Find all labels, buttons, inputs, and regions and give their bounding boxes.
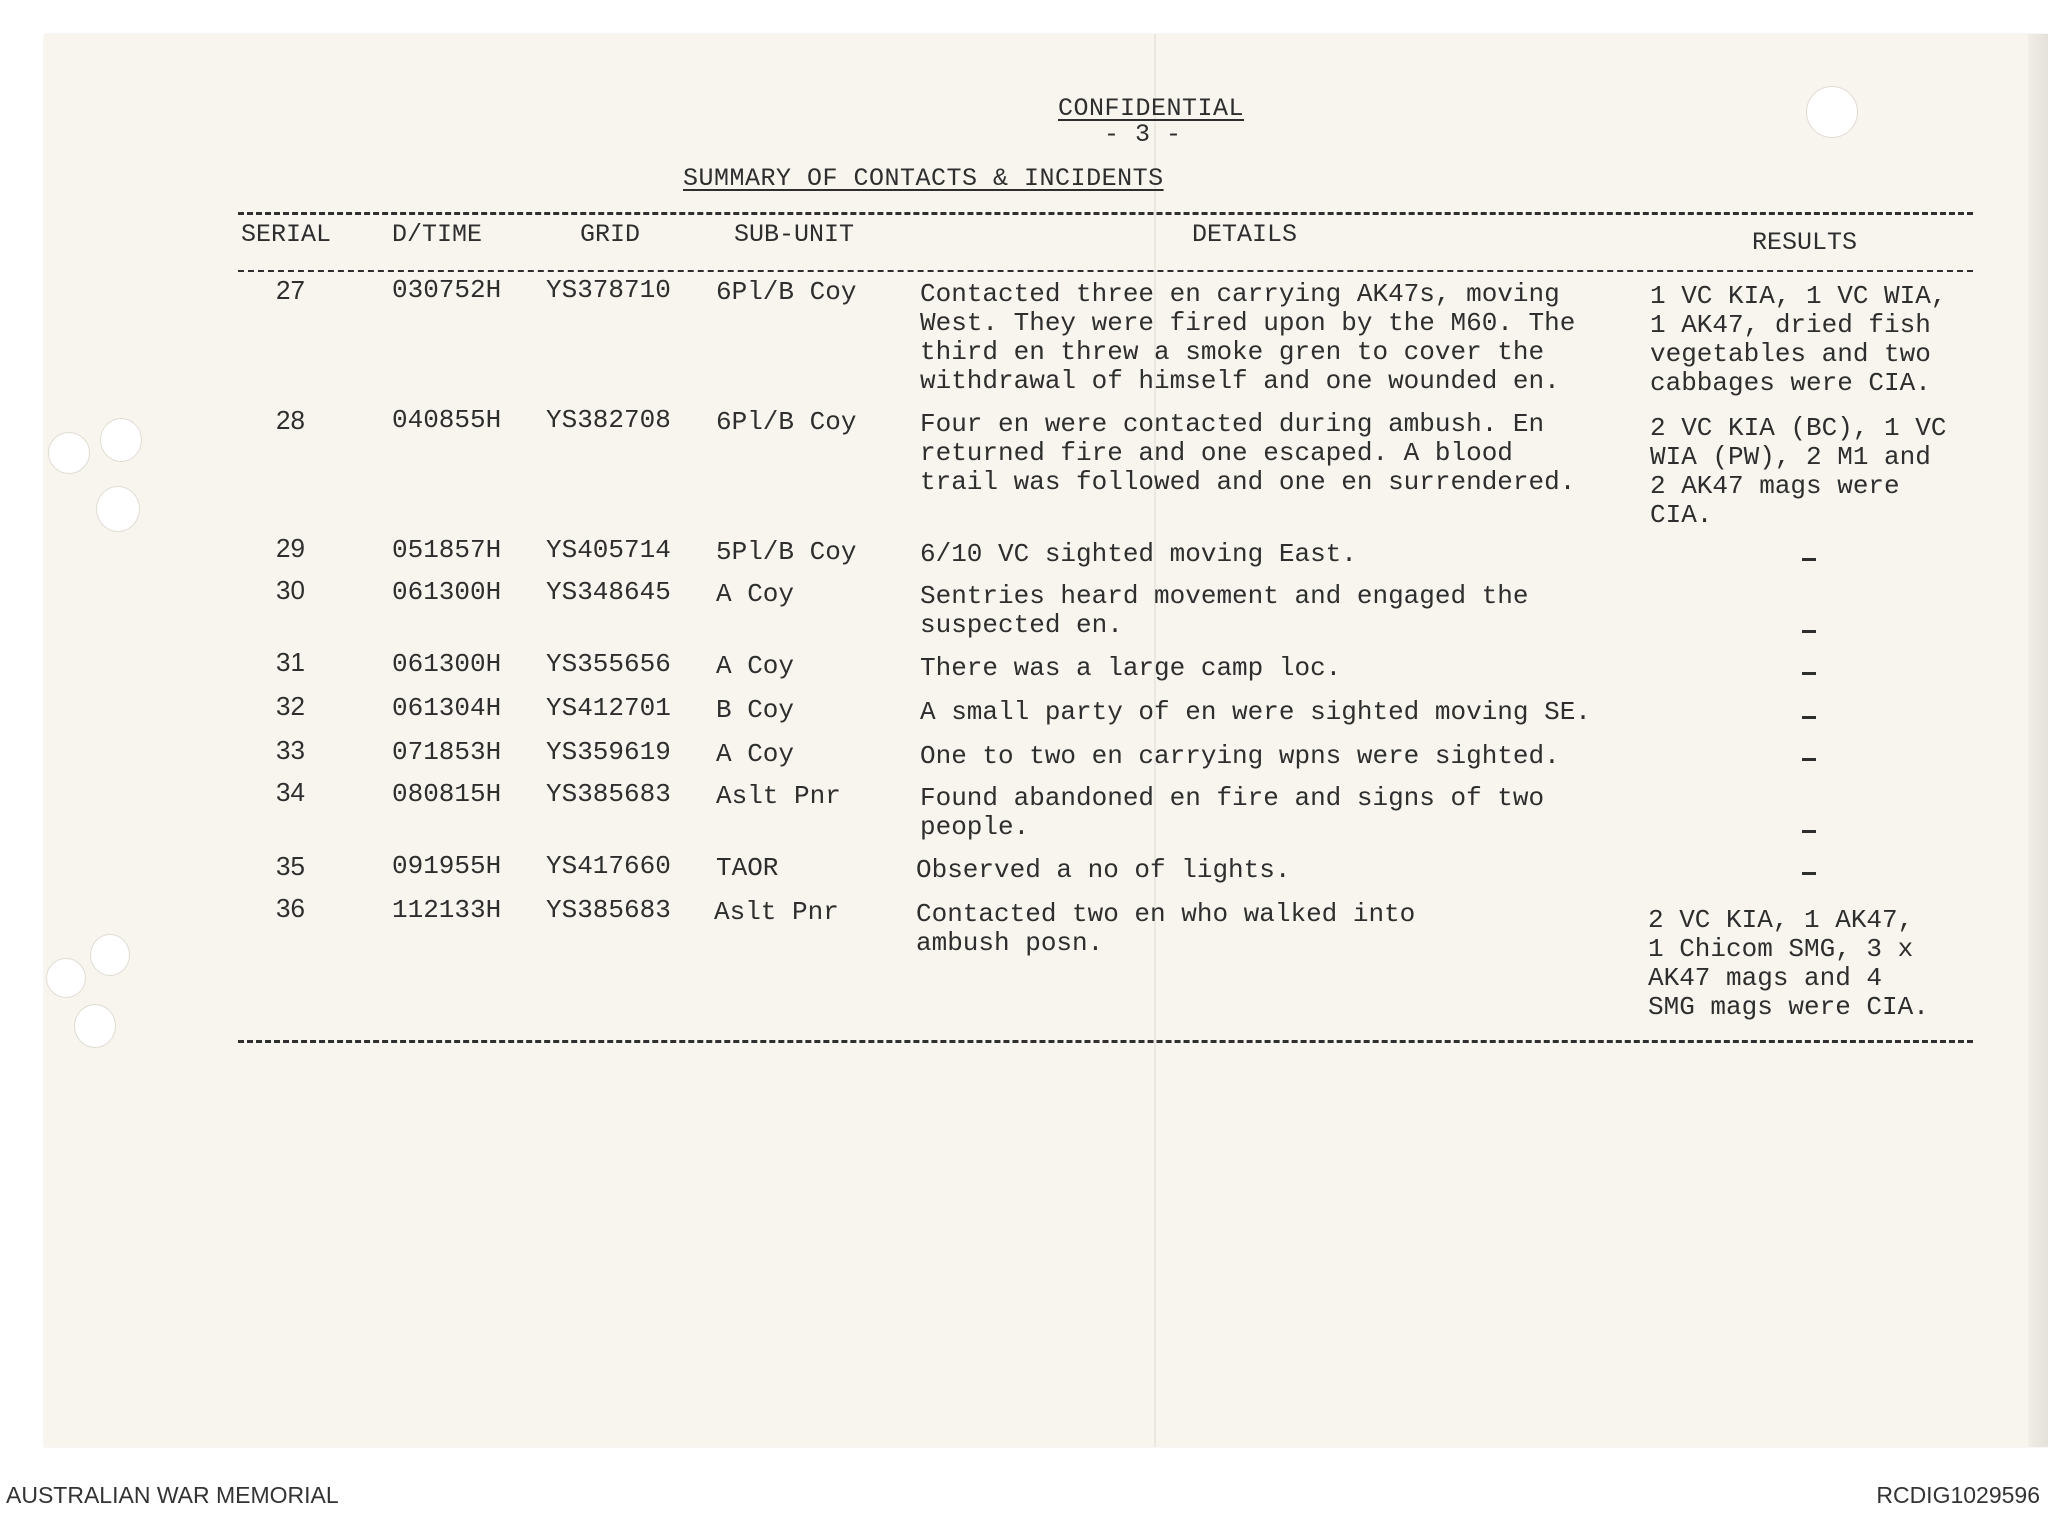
row-grid: YS359619 bbox=[546, 737, 671, 767]
row-subunit: A Coy bbox=[716, 651, 795, 681]
row-dtime: 051857H bbox=[392, 535, 502, 565]
row-details: Contacted two en who walked into ambush posn. bbox=[916, 899, 1416, 958]
row-grid: YS385683 bbox=[546, 895, 671, 925]
result-dash bbox=[1802, 872, 1816, 875]
page-number: - 3 - bbox=[1104, 120, 1182, 149]
table-bottom-rule bbox=[238, 1040, 1973, 1043]
row-subunit: B Coy bbox=[716, 695, 795, 725]
row-details: Contacted three en carrying AK47s, moving West. They were fired upon by the M60. The third en threw a smoke gren to cover the withdrawal of himself and one wounded en. bbox=[920, 279, 1576, 396]
row-dtime: 040855H bbox=[392, 405, 502, 435]
row-subunit: A Coy bbox=[716, 739, 795, 769]
row-serial: 31 bbox=[276, 647, 305, 677]
row-dtime: 091955H bbox=[392, 851, 502, 881]
header-details: DETAILS bbox=[1192, 220, 1298, 249]
page-title: SUMMARY OF CONTACTS & INCIDENTS bbox=[683, 164, 1164, 193]
row-dtime: 030752H bbox=[392, 275, 502, 305]
punch-hole bbox=[90, 934, 130, 976]
row-serial: 32 bbox=[276, 691, 305, 721]
row-serial: 27 bbox=[276, 275, 305, 305]
record-id: RCDIG1029596 bbox=[1876, 1482, 2040, 1508]
row-details: Observed a no of lights. bbox=[916, 855, 1291, 885]
result-dash bbox=[1802, 672, 1816, 675]
punch-hole bbox=[96, 486, 140, 532]
row-subunit: 6Pl/B Coy bbox=[716, 277, 857, 307]
row-dtime: 071853H bbox=[392, 737, 502, 767]
result-dash bbox=[1802, 630, 1816, 633]
header-grid: GRID bbox=[580, 220, 641, 249]
page-edge bbox=[2028, 34, 2048, 1447]
row-serial: 34 bbox=[276, 777, 305, 807]
row-subunit: Aslt Pnr bbox=[714, 897, 839, 927]
row-subunit: 5Pl/B Coy bbox=[716, 537, 857, 567]
result-dash bbox=[1802, 558, 1816, 561]
row-dtime: 080815H bbox=[392, 779, 502, 809]
result-dash bbox=[1802, 758, 1816, 761]
row-serial: 28 bbox=[276, 405, 305, 435]
row-details: A small party of en were sighted moving SE. bbox=[920, 697, 1591, 727]
row-details: There was a large camp loc. bbox=[920, 653, 1342, 683]
header-serial: SERIAL bbox=[241, 220, 332, 249]
row-serial: 29 bbox=[276, 533, 305, 563]
row-grid: YS378710 bbox=[546, 275, 671, 305]
row-results: 2 VC KIA, 1 AK47, 1 Chicom SMG, 3 x AK47 mags and 4 SMG mags were CIA. bbox=[1648, 905, 1929, 1022]
row-grid: YS405714 bbox=[546, 535, 671, 565]
row-serial: 33 bbox=[276, 735, 305, 765]
row-serial: 36 bbox=[276, 893, 305, 923]
row-grid: YS417660 bbox=[546, 851, 671, 881]
punch-hole bbox=[48, 432, 90, 474]
header-dtime: D/TIME bbox=[392, 220, 483, 249]
row-details: One to two en carrying wpns were sighted. bbox=[920, 741, 1560, 771]
row-details: Found abandoned en fire and signs of two people. bbox=[920, 783, 1545, 842]
punch-hole bbox=[100, 418, 142, 462]
row-results: 1 VC KIA, 1 VC WIA, 1 AK47, dried fish vegetables and two cabbages were CIA. bbox=[1650, 281, 1947, 398]
row-grid: YS382708 bbox=[546, 405, 671, 435]
result-dash bbox=[1802, 716, 1816, 719]
row-results: 2 VC KIA (BC), 1 VC WIA (PW), 2 M1 and 2 AK47 mags were CIA. bbox=[1650, 413, 1947, 530]
punch-hole bbox=[74, 1004, 116, 1048]
punch-hole bbox=[46, 958, 86, 998]
row-subunit: 6Pl/B Coy bbox=[716, 407, 857, 437]
header-subunit: SUB-UNIT bbox=[734, 220, 855, 249]
result-dash bbox=[1802, 830, 1816, 833]
row-dtime: 061300H bbox=[392, 577, 502, 607]
row-grid: YS385683 bbox=[546, 779, 671, 809]
row-serial: 30 bbox=[276, 575, 305, 605]
punch-hole bbox=[1806, 86, 1858, 138]
row-grid: YS355656 bbox=[546, 649, 671, 679]
row-grid: YS348645 bbox=[546, 577, 671, 607]
classification-label: CONFIDENTIAL bbox=[1058, 94, 1245, 123]
row-subunit: A Coy bbox=[716, 579, 795, 609]
header-results: RESULTS bbox=[1752, 228, 1858, 257]
row-dtime: 061300H bbox=[392, 649, 502, 679]
row-serial: 35 bbox=[276, 851, 305, 881]
row-details: Four en were contacted during ambush. En returned fire and one escaped. A blood trail was followed and one en surrendered. bbox=[920, 409, 1576, 497]
row-grid: YS412701 bbox=[546, 693, 671, 723]
row-details: 6/10 VC sighted moving East. bbox=[920, 539, 1357, 569]
row-subunit: TAOR bbox=[716, 853, 779, 883]
archive-credit: AUSTRALIAN WAR MEMORIAL bbox=[6, 1482, 339, 1508]
table-top-rule bbox=[238, 212, 1973, 215]
row-dtime: 112133H bbox=[392, 895, 502, 925]
row-details: Sentries heard movement and engaged the suspected en. bbox=[920, 581, 1529, 640]
row-dtime: 061304H bbox=[392, 693, 502, 723]
row-subunit: Aslt Pnr bbox=[716, 781, 841, 811]
table-header-rule bbox=[238, 270, 1973, 272]
